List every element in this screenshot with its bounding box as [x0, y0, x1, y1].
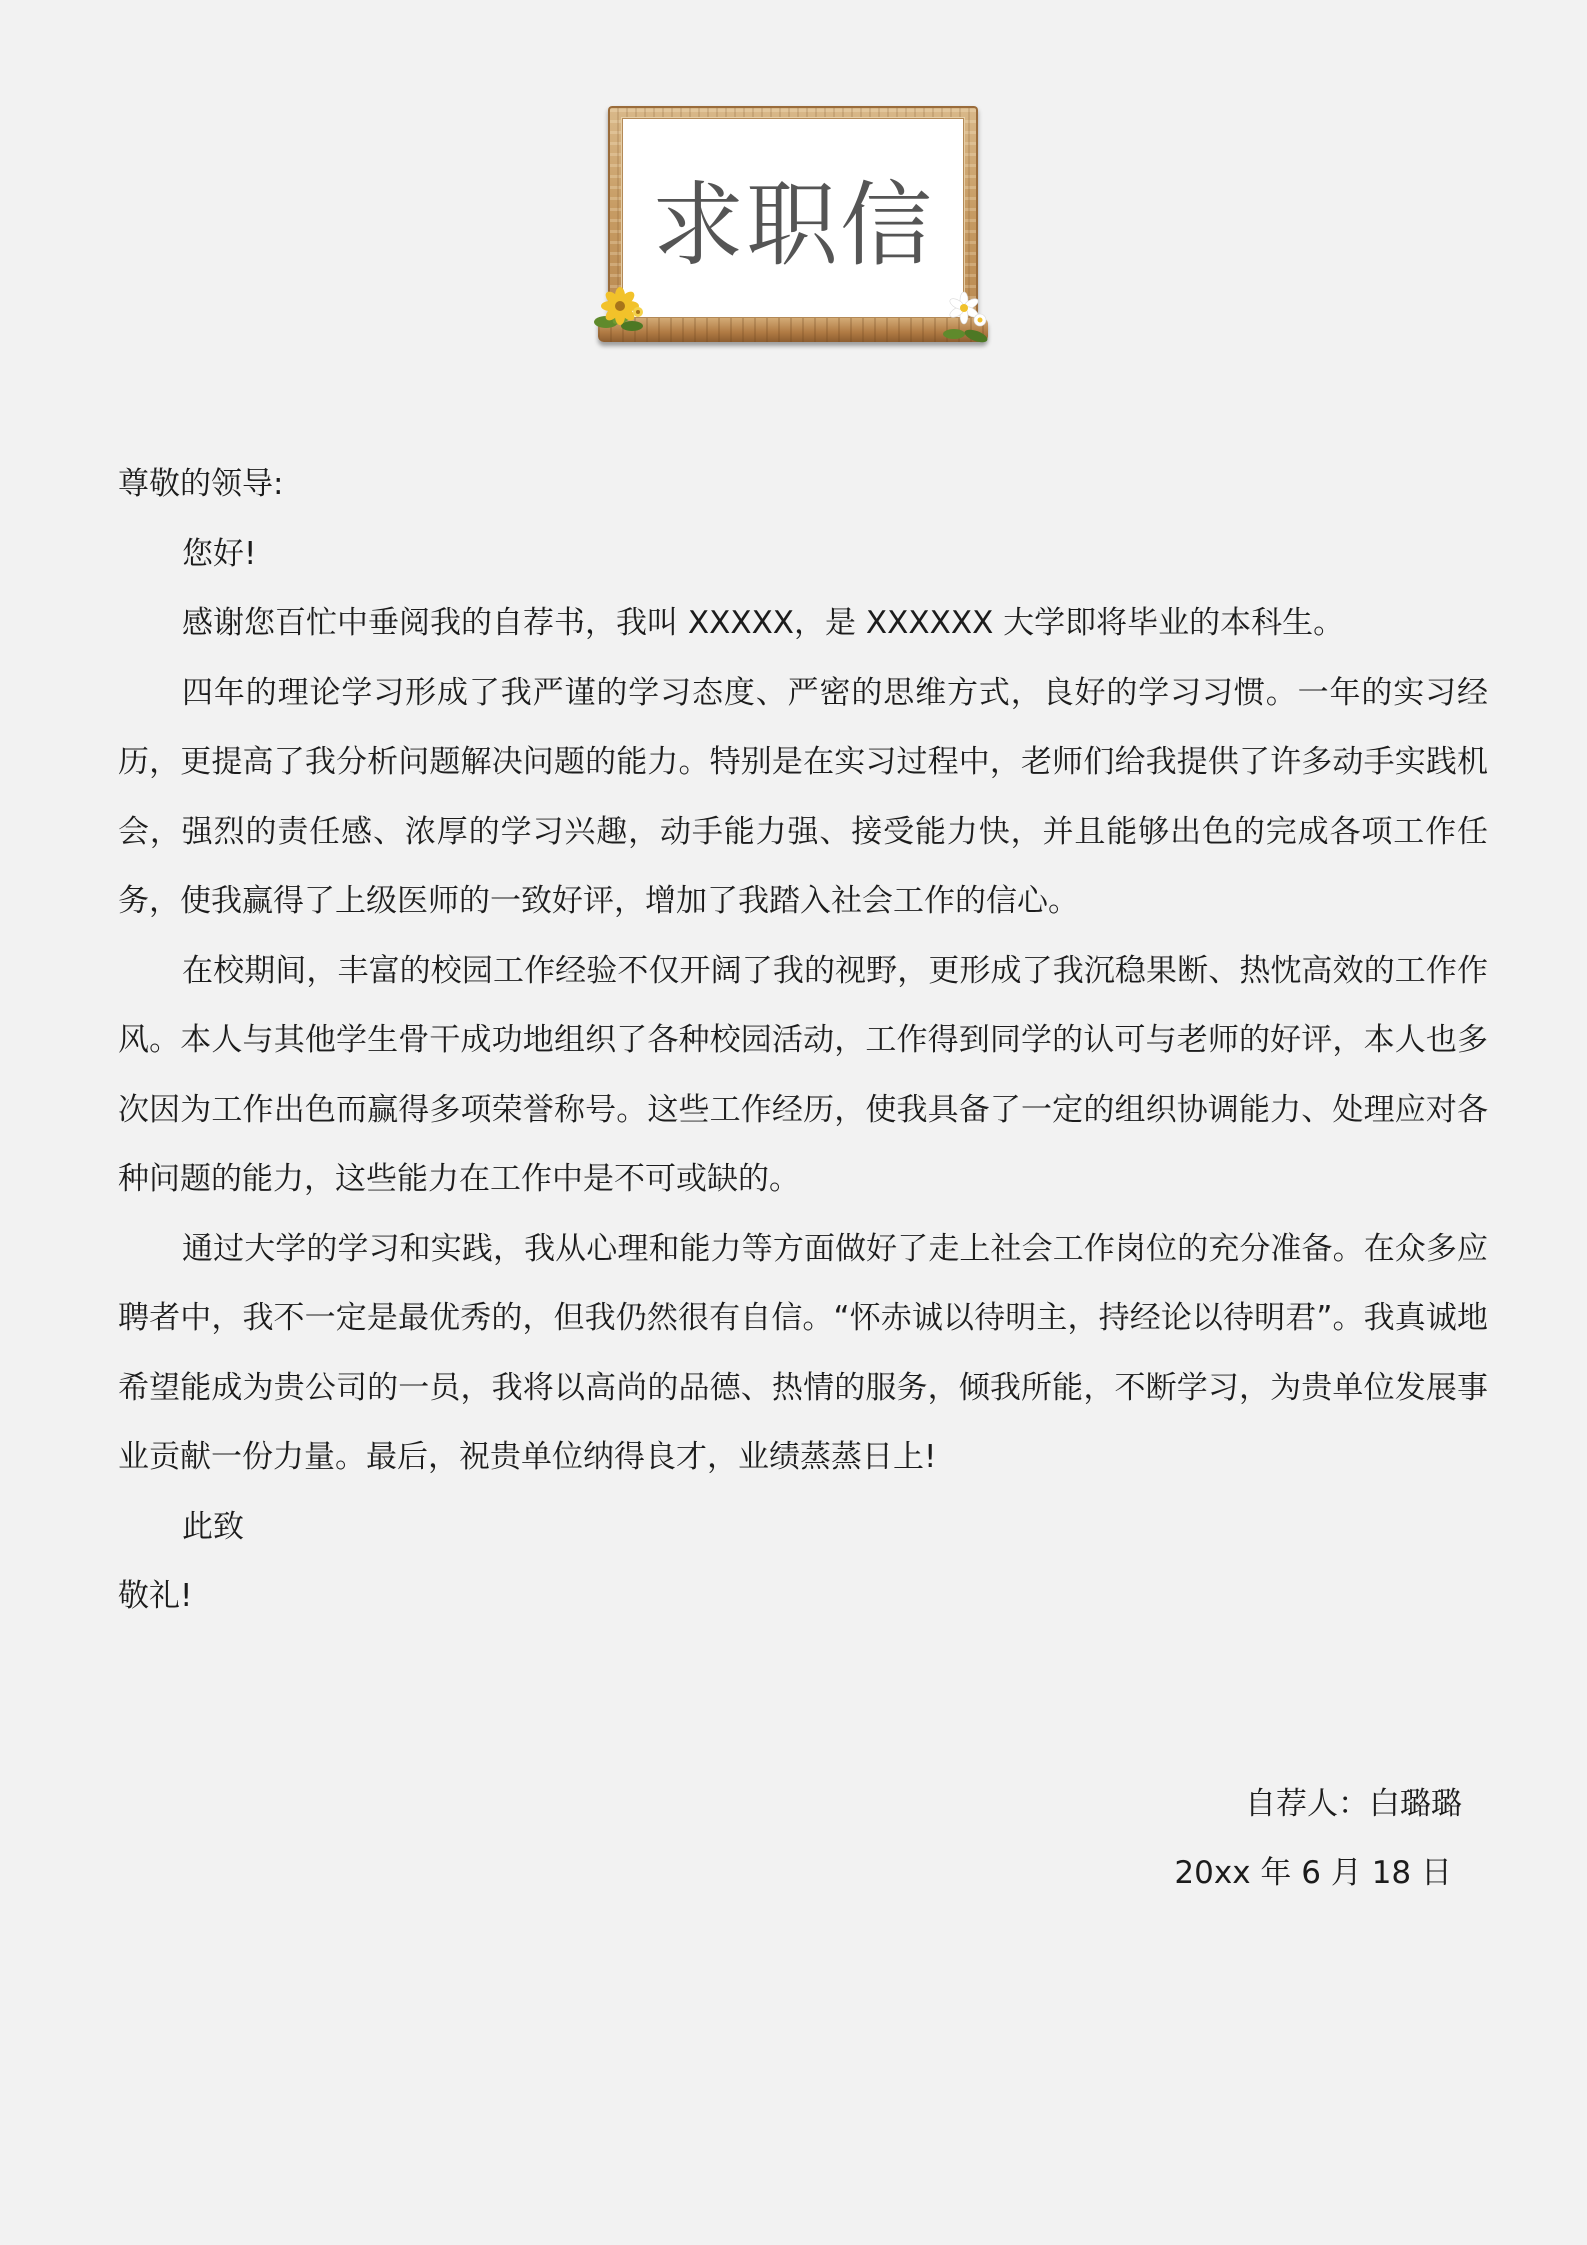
regards: 敬礼! [118, 1578, 193, 1614]
signboard-panel [622, 118, 964, 318]
page-title: 求职信 [651, 172, 934, 279]
paragraph-conclusion: 通过大学的学习和实践，我从心理和能力等方面做好了走上社会工作岗位的充分准备。在众多应聘者中，我不一定是最优秀的，但我仍然很有自信。“怀赤诚以待明主，持经论以待明君”。我真诚地希望能成为贵公司的一员，我将以高尚的品德、热情的服务，倾我所能，不断学习，为贵单位发展事业贡献一份力量。最后，祝贵单位纳得良才，业绩蒸蒸日上! [118, 1230, 1488, 1475]
signboard-wood-frame [608, 106, 978, 332]
white-daisy-icon [940, 290, 992, 344]
greeting: 尊敬的领导: [118, 466, 284, 502]
letter-body [118, 450, 1488, 1632]
paragraph-study: 四年的理论学习形成了我严谨的学习态度、严密的思维方式，良好的学习习惯。一年的实习经历，更提高了我分析问题解决问题的能力。特别是在实习过程中，老师们给我提供了许多动手实践机会，强烈的责任感、浓厚的学习兴趣，动手能力强、接受能力快，并且能够出色的完成各项工作任务，使我赢得了上级医师的一致好评，增加了我踏入社会工作的信心。 [118, 674, 1488, 919]
signature-block [1174, 1770, 1462, 1908]
signboard-ledge [598, 318, 988, 342]
yellow-flower-icon [594, 282, 650, 338]
title-signboard [598, 106, 988, 354]
salutation: 您好! [182, 535, 257, 572]
closing: 此致 [182, 1508, 244, 1545]
signature-name: 自荐人：白璐璐 [1245, 1786, 1462, 1822]
signature-date: 20xx 年 6 月 18 日 [1174, 1855, 1452, 1891]
paragraph-campus: 在校期间，丰富的校园工作经验不仅开阔了我的视野，更形成了我沉稳果断、热忱高效的工作作风。本人与其他学生骨干成功地组织了各种校园活动，工作得到同学的认可与老师的好评，本人也多次因为工作出色而赢得多项荣誉称号。这些工作经历，使我具备了一定的组织协调能力、处理应对各种问题的能力，这些能力在工作中是不可或缺的。 [118, 952, 1488, 1197]
paragraph-intro: 感谢您百忙中垂阅我的自荐书，我叫 XXXXX，是 XXXXXX 大学即将毕业的本科生。 [182, 605, 1345, 641]
